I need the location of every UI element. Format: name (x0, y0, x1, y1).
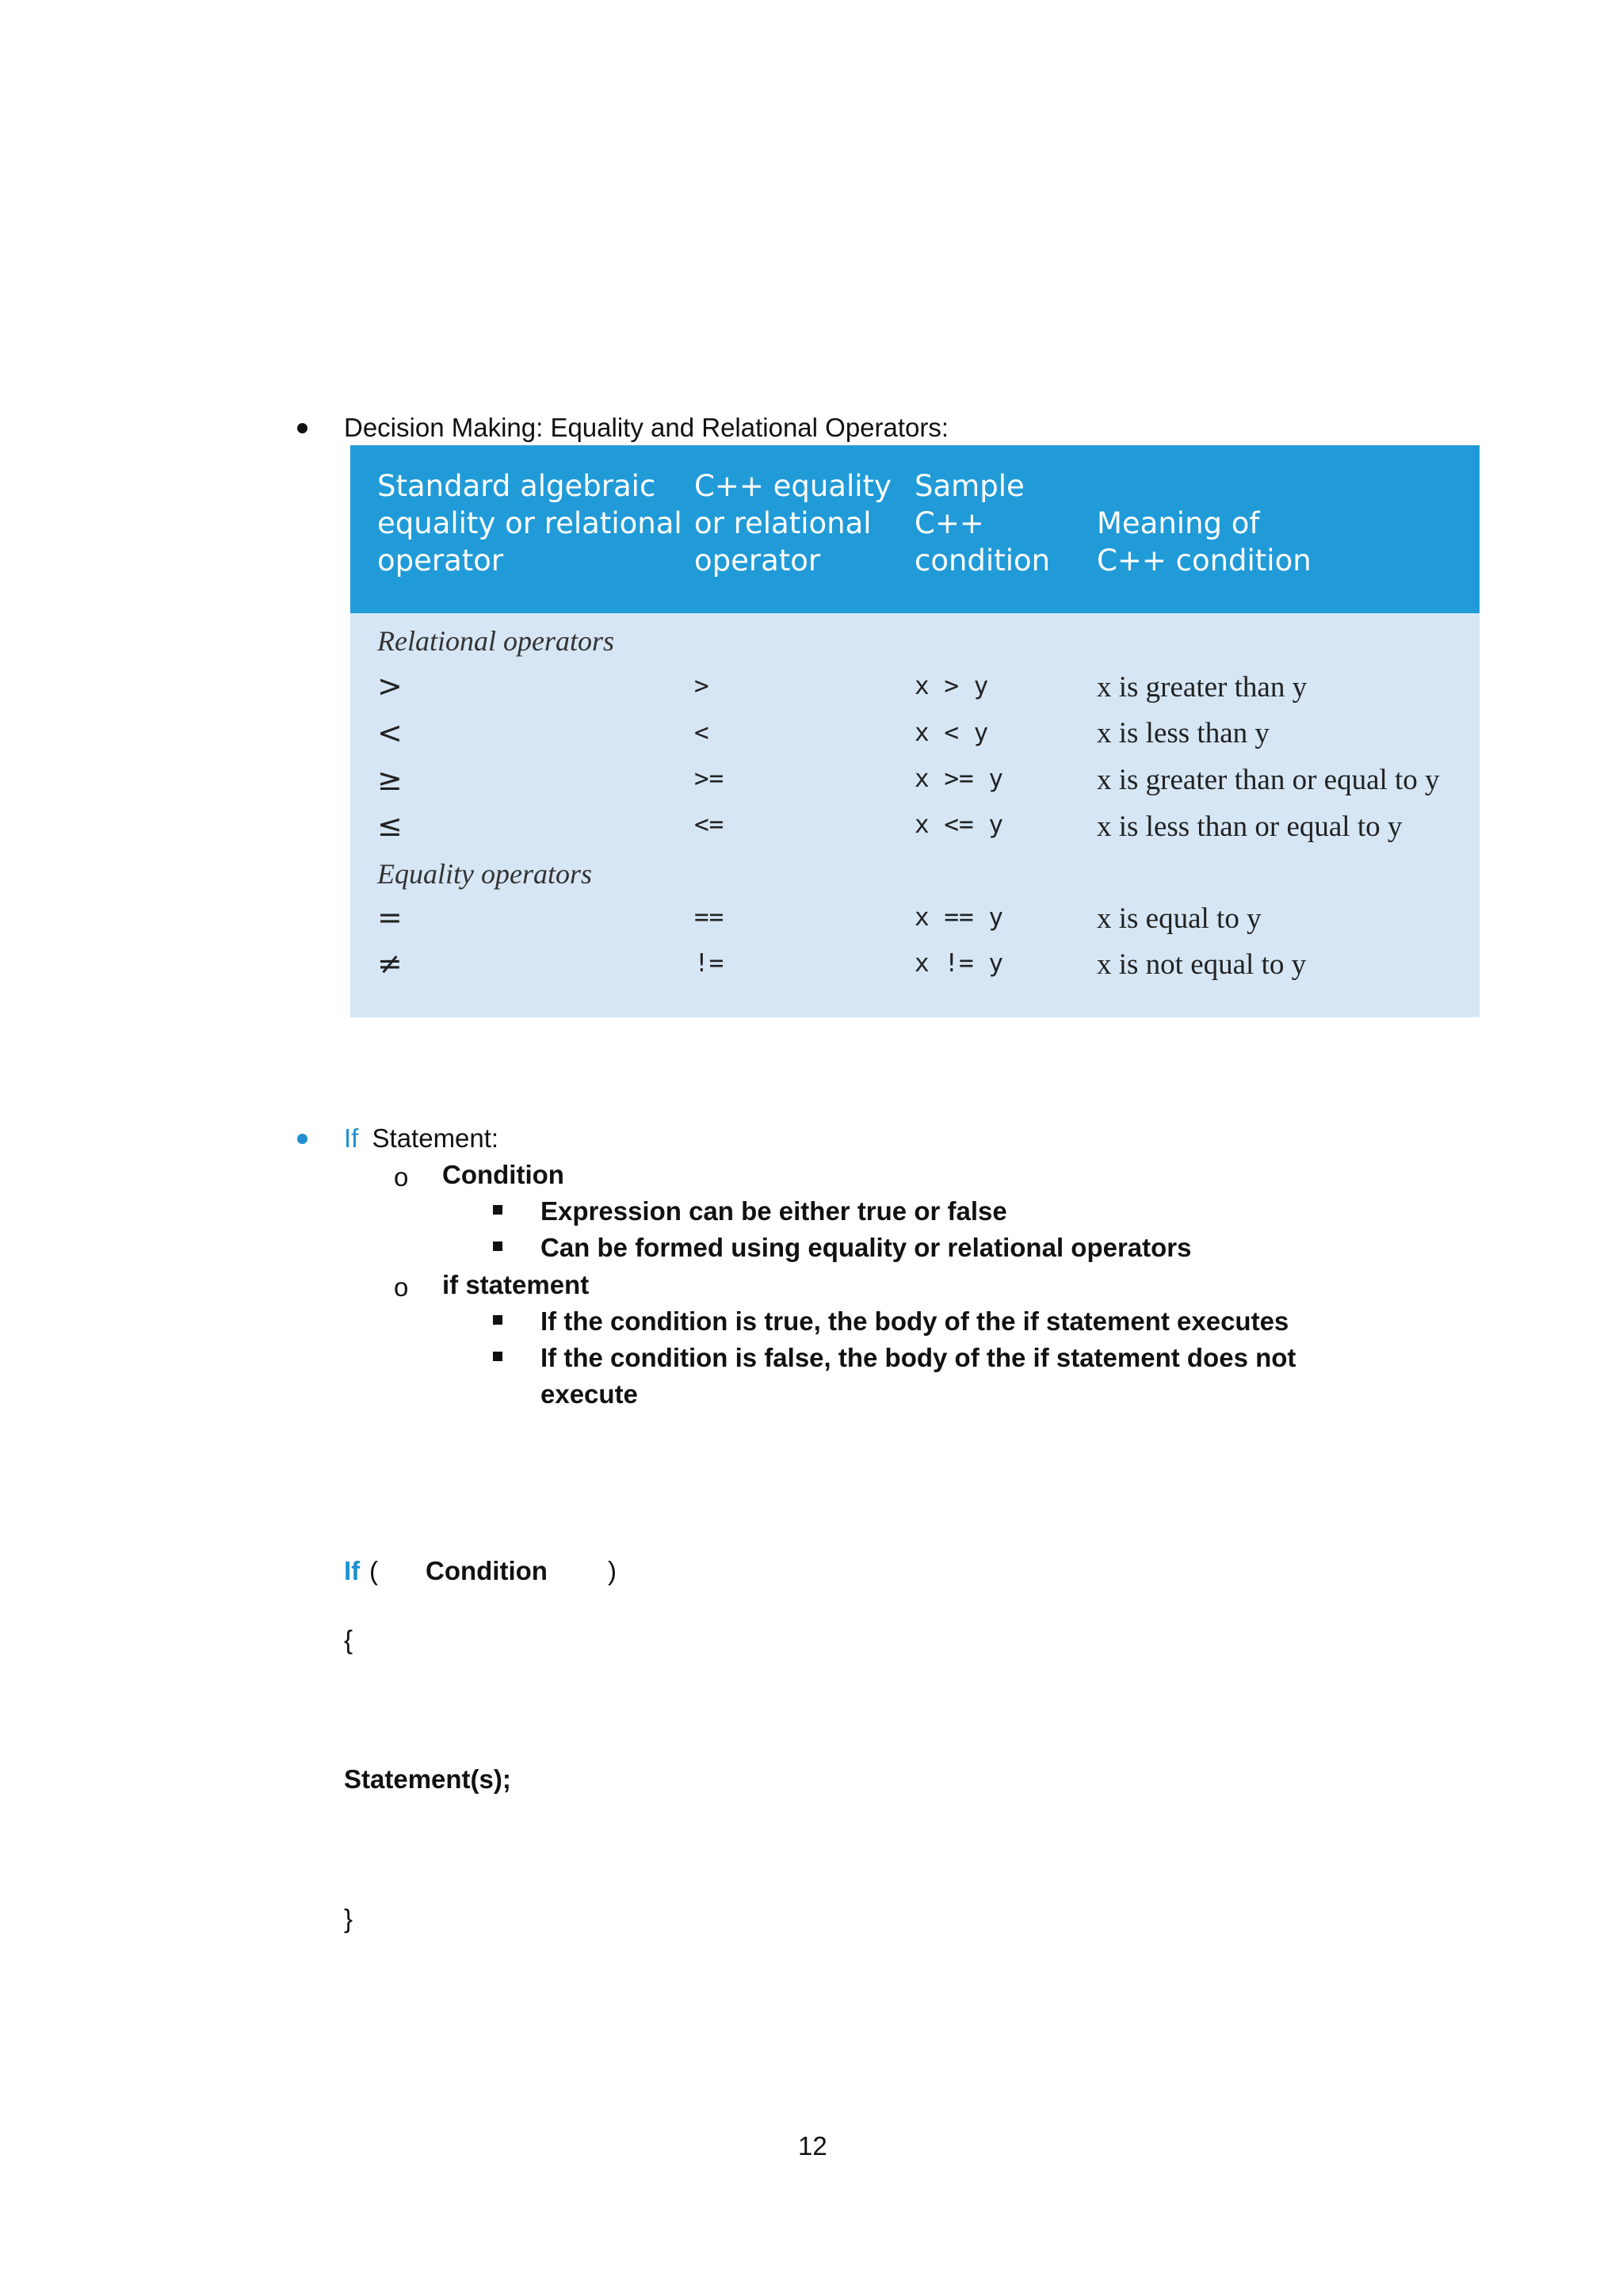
page-number: 12 (798, 2131, 827, 2161)
table-row-2-meaning: x is greater than or equal to y (1097, 764, 1440, 796)
circle-bullet-icon: o (394, 1162, 409, 1192)
table-row-2-sample: x >= y (915, 765, 1003, 793)
table-row-3-sample: x <= y (915, 810, 1003, 839)
syntax-if-keyword: If (344, 1556, 361, 1585)
if-subitem-1: If the condition is true, the body of the if statement executes (540, 1306, 1289, 1336)
syntax-close-brace: } (344, 1904, 353, 1933)
operators-table (350, 445, 1480, 1017)
square-bullet-icon (493, 1241, 502, 1251)
equality-operators-label: Equality operators (377, 858, 592, 890)
header-algebraic: Standard algebraic equality or relational operator (377, 469, 682, 578)
table-row-3-meaning: x is less than or equal to y (1097, 810, 1403, 843)
item-if-statement-label: if statement (442, 1270, 590, 1299)
condition-subitem-1: Expression can be either true or false (540, 1196, 1007, 1226)
table-row-0-sample: x > y (915, 672, 989, 700)
square-bullet-icon (493, 1205, 502, 1215)
header-sample-condition: Sample C++ condition (915, 469, 1051, 578)
section-title-operators: Decision Making: Equality and Relational Operators: (344, 413, 949, 442)
table-row-5-sample: x != y (915, 949, 1003, 978)
table-row-1-sample: x < y (915, 719, 989, 747)
table-row-1-algebraic: < (377, 715, 403, 750)
syntax-close-paren: ) (608, 1556, 617, 1585)
table-row-4-sample: x == y (915, 903, 1003, 932)
table-row-5-algebraic: ≠ (377, 946, 403, 981)
bullet-icon (297, 1134, 307, 1144)
square-bullet-icon (493, 1315, 502, 1325)
if-keyword: If (344, 1123, 359, 1153)
table-row-4-cpp: == (694, 903, 724, 932)
table-row-2-cpp: >= (694, 765, 724, 793)
table-row-1-meaning: x is less than y (1097, 717, 1270, 749)
if-title: Statement: (372, 1123, 499, 1153)
table-row-0-meaning: x is greater than y (1097, 671, 1308, 704)
syntax-open-brace: { (344, 1625, 353, 1654)
circle-bullet-icon: o (394, 1272, 409, 1302)
bullet-icon (297, 423, 307, 433)
item-condition-label: Condition (442, 1160, 564, 1189)
table-row-5-meaning: x is not equal to y (1097, 948, 1307, 981)
syntax-open-paren: ( (369, 1556, 378, 1585)
syntax-statements: Statement(s); (344, 1764, 511, 1794)
table-row-0-algebraic: > (377, 669, 403, 704)
section-title-if (344, 1123, 498, 1154)
table-row-2-algebraic: ≥ (377, 762, 403, 797)
table-header (350, 445, 1480, 613)
table-row-3-cpp: <= (694, 810, 724, 839)
table-row-4-algebraic: = (377, 900, 403, 935)
relational-operators-label: Relational operators (377, 625, 614, 657)
table-row-3-algebraic: ≤ (377, 808, 403, 843)
header-cpp-operator: C++ equality or relational operator (694, 469, 892, 578)
header-meaning: Meaning of C++ condition (1097, 506, 1312, 578)
square-bullet-icon (493, 1352, 502, 1361)
syntax-condition: Condition (426, 1556, 548, 1585)
condition-subitem-2: Can be formed using equality or relational operators (540, 1233, 1192, 1262)
if-subitem-2-continued: execute (540, 1379, 638, 1409)
if-subitem-2: If the condition is false, the body of the if statement does not (540, 1343, 1296, 1372)
table-row-1-cpp: < (694, 719, 709, 747)
table-row-0-cpp: > (694, 672, 709, 700)
table-row-4-meaning: x is equal to y (1097, 902, 1262, 935)
table-row-5-cpp: != (694, 949, 724, 978)
